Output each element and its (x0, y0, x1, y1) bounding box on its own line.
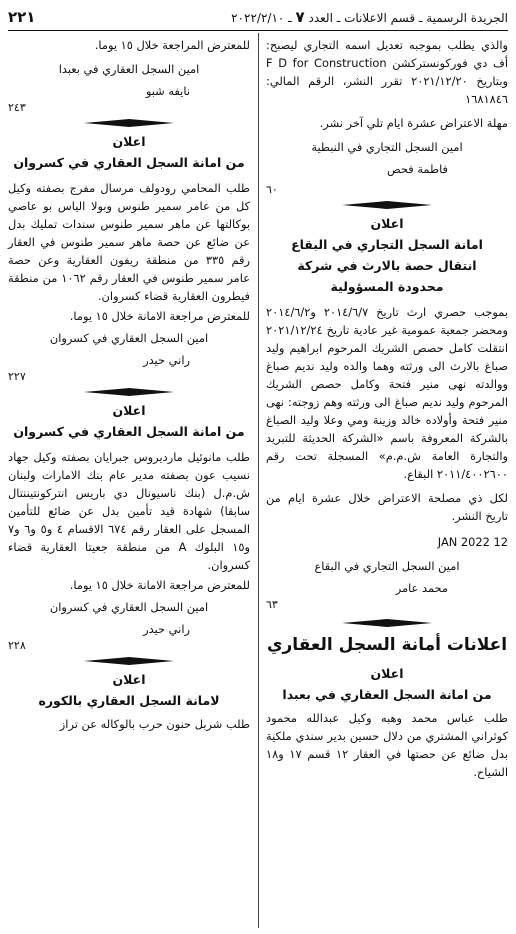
signature-title: امين السجل التجاري في النبطية (311, 140, 463, 154)
notice-title: اعلان (370, 666, 404, 681)
notice-heading: امانة السجل التجاري في البقاع (291, 237, 483, 252)
reference-number: ٢٢٨ (8, 639, 26, 652)
notice-heading: لامانة السجل العقاري بالكوره (38, 693, 220, 708)
divider-icon (84, 657, 174, 665)
notice-text: للمعترض مراجعة الامانة خلال ١٥ يوما. (69, 309, 250, 323)
ornament-divider (8, 657, 250, 665)
notice-text: لكل ذي مصلحة الاعتراض خلال عشرة ايام من تاريخ النشر. (266, 491, 508, 523)
notice-title: اعلان (112, 134, 146, 149)
divider-icon (342, 201, 432, 209)
column-divider (258, 33, 259, 928)
notice-heading: من امانة السجل العقاري في كسروان (13, 424, 245, 439)
right-column (266, 36, 508, 781)
signature-title: امين السجل العقاري في بعبدا (58, 62, 200, 76)
notice-text: طلب المحامي رودولف مرسال مفرج بصفته وكيل كل من عامر سمير طنوس وبولا الياس بو عاصي بوكالتها عن ماهر سمير طنوس سندات تمليك بدل عن ضائع عن حصة ماهر سمير طنوس في العقار رقم ٣٣٥ من منطقة ريفون العقارية وعن حصة عامر سمير طنوس في العقار رقم ١٠٦٢ من منطقة فيطرون العقارية قضاء كسروان. (8, 181, 251, 303)
reference-number: ٦٣ (266, 598, 278, 611)
notice-text: والذي يطلب بموجبه تعديل اسمه التجاري ليصبح: أف دي فوركونستركشن F D for Construction وبتاريخ ٢٠٢١/١٢/٢٠ تقرر النشر، الرقم المالي: ١٦٨١٨٤٦ (266, 38, 508, 106)
signature-name: محمد عامر (395, 581, 448, 595)
reference-number: ٢٢٧ (8, 370, 26, 383)
signature-name: راني حيدر (143, 353, 190, 367)
signature-title: امين السجل العقاري في كسروان (49, 600, 209, 614)
page-header (8, 6, 508, 28)
ornament-divider (266, 619, 508, 627)
header-title (35, 8, 508, 26)
notice-date: 12 JAN 2022 (437, 535, 508, 549)
notice-text: طلب عباس محمد وهبه وكيل عبدالله محمود كوثراني المشتري من دلال حسين بدير سندي ملكية بدل ضائع عن حصتها في العقار ١٢ قسم ١٧ و١٨ الشياح. (266, 711, 508, 779)
signature-name: نايفه شبو (145, 84, 190, 98)
section-title: اعلانات أمانة السجل العقاري (266, 635, 508, 655)
ornament-divider (8, 119, 250, 127)
notice-text: للمعترض مراجعة الامانة خلال ١٥ يوما. (69, 578, 250, 592)
header-title-text: الجريدة الرسمية ـ قسم الاعلانات ـ العدد (308, 11, 508, 25)
notice-heading: من امانة السجل العقاري في كسروان (13, 155, 245, 170)
notice-text: طلب مانوئيل مارديروس جبرايان بصفته وكيل جهاد نسيب عون بصفته مدير عام بنك الامارات ولبنان ش.م.ل (بنك ناسيونال دي باريس انتركونتيننتال سابقا) شهادة قيد تأمين بدل عن ضائع للتأمين المسجل على العقار رقم ٦٧٤ الاقسام ٤ و٥ و٦ و٧ و١٥ البلوك A من منطقة جعيتا العقارية قضاء كسروان. (8, 450, 250, 572)
signature-name: راني حيدر (143, 622, 190, 636)
notice-heading: من امانة السجل العقاري في بعبدا (282, 687, 492, 702)
ornament-divider (266, 201, 508, 209)
issue-date: ـ ٢٠٢٢/٢/١٠ (231, 11, 292, 25)
divider-icon (84, 388, 174, 396)
ornament-divider (8, 388, 250, 396)
signature-name: فاطمة فحص (386, 162, 448, 176)
notice-title: اعلان (112, 672, 146, 687)
notice-text: للمعترض المراجعة خلال ١٥ يوما. (94, 38, 250, 52)
divider-icon (84, 119, 174, 127)
notice-title: اعلان (370, 216, 404, 231)
reference-number: ٢٤٣ (8, 101, 26, 114)
notice-text: بموجب حصري ارث تاريخ ٢٠١٤/٦/٧ و٢٠١٤/٦/٢ ومحضر جمعية عمومية غير عادية تاريخ ٢٠٢١/١٢/٢٤ انتقلت كامل حصص الشريك المرحوم ابراهيم وليد صباغ بالارث الى ورثته وهما والده وليد نديم صباغ ووالدته نهى منير فتحة وكامل حصص الشريك المرحوم وليد نديم صباغ الى ورثته وهم زوجته: نهى منير فتحة وأولاده خالد وزينة ومي وعلا وليد الصباغ بالشركة المعروفة باسم «الشركة الحديثة للتبريد والتجارة العامة ش.م.م» المسجلة تحت رقم ٢٠١١/٤٠٠٢٦٠٠ البقاع. (266, 305, 508, 481)
page-number: ٢٢١ (8, 8, 36, 26)
signature-title: امين السجل التجاري في البقاع (314, 559, 460, 573)
notice-text: طلب شربل حنون حرب بالوكاله عن تراز (59, 717, 250, 731)
issue-number: ٧ (295, 8, 305, 26)
notice-subheading: انتقال حصة بالارث في شركة محدودة المسؤولية (297, 258, 477, 294)
reference-number: ٦٠ (266, 183, 278, 196)
divider-icon (342, 619, 432, 627)
notice-title: اعلان (112, 403, 146, 418)
header-rule (8, 30, 508, 31)
left-column (8, 36, 250, 733)
signature-title: امين السجل العقاري في كسروان (49, 331, 209, 345)
notice-text: مهلة الاعتراض عشرة ايام تلي آخر نشر. (319, 116, 508, 130)
